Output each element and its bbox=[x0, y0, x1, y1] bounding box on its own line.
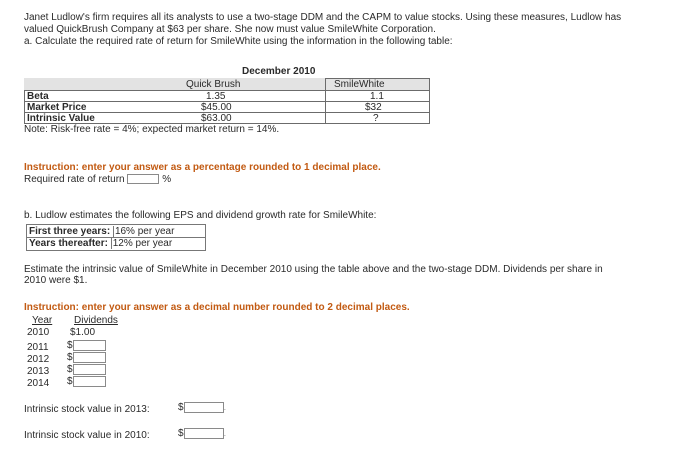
dividend-value-2010: $1.00 bbox=[70, 327, 96, 338]
dividend-input-2013[interactable] bbox=[73, 364, 106, 375]
dividend-year-2012: 2012 bbox=[27, 354, 50, 365]
part-b-instruction: Instruction: enter your answer as a decimal number rounded to 2 decimal places. bbox=[24, 302, 410, 313]
problem-intro bbox=[24, 12, 621, 48]
intrinsic-2010-input[interactable] bbox=[184, 428, 224, 439]
dividend-year-2014: 2014 bbox=[27, 378, 50, 389]
estimate-prompt bbox=[24, 264, 603, 286]
dividend-input-2012[interactable] bbox=[73, 352, 106, 363]
intrinsic-2010-label: Intrinsic stock value in 2010: bbox=[24, 430, 150, 441]
growth-label-first: First three years: bbox=[29, 226, 111, 237]
dividend-year-2010: 2010 bbox=[27, 327, 50, 338]
intrinsic-2013-row bbox=[178, 402, 227, 413]
intrinsic-2010-row bbox=[178, 428, 227, 439]
quick-market-price: $45.00 bbox=[201, 102, 232, 113]
table-title: December 2010 bbox=[242, 66, 316, 77]
dividend-currency-2011: $ bbox=[67, 340, 73, 352]
dividend-year-2011: 2011 bbox=[27, 342, 49, 353]
row-label-market-price: Market Price bbox=[27, 102, 87, 113]
decimal-dot-icon: . bbox=[223, 428, 228, 439]
valuation-table bbox=[24, 66, 430, 135]
row-label-beta: Beta bbox=[27, 91, 49, 102]
smile-beta: 1.1 bbox=[370, 91, 384, 102]
dividend-row-2014 bbox=[67, 376, 106, 387]
dividend-currency-2012: $ bbox=[67, 352, 73, 364]
intrinsic-2010-currency: $ bbox=[178, 428, 184, 440]
row-label-intrinsic-value: Intrinsic Value bbox=[27, 113, 95, 124]
dividend-currency-2014: $ bbox=[67, 376, 73, 388]
estimate-line-2: 2010 were $1. bbox=[24, 275, 88, 286]
required-return-label: Required rate of return bbox=[24, 174, 125, 185]
decimal-dot-icon: . bbox=[223, 402, 228, 413]
growth-table bbox=[26, 224, 206, 251]
intrinsic-2013-currency: $ bbox=[178, 402, 184, 414]
intrinsic-2013-input[interactable] bbox=[184, 402, 224, 413]
part-a-instruction: Instruction: enter your answer as a percentage rounded to 1 decimal place. bbox=[24, 162, 381, 173]
percent-unit: % bbox=[162, 174, 172, 185]
dividends-col-dividends: Dividends bbox=[74, 315, 118, 326]
dividend-row-2013 bbox=[67, 364, 106, 375]
col-header-smilewhite: SmileWhite bbox=[334, 79, 385, 90]
quick-beta: 1.35 bbox=[206, 91, 226, 102]
col-header-quickbrush: Quick Brush bbox=[186, 79, 241, 90]
dividend-input-2014[interactable] bbox=[73, 376, 106, 387]
dividend-currency-2013: $ bbox=[67, 364, 73, 376]
part-b-prompt: b. Ludlow estimates the following EPS and dividend growth rate for SmileWhite: bbox=[24, 210, 377, 221]
dividend-row-2011 bbox=[67, 340, 106, 351]
estimate-line-1: Estimate the intrinsic value of SmileWhite in December 2010 using the table above and the two-stage DDM. Dividends per share in bbox=[24, 264, 603, 275]
intro-line-2: valued QuickBrush Company at $63 per share. She now must value SmileWhite Corporation. bbox=[24, 24, 436, 35]
growth-label-thereafter: Years thereafter: bbox=[29, 238, 108, 249]
intro-line-1: Janet Ludlow's firm requires all its analysts to use a two-stage DDM and the CAPM to value stocks. Using these measures, Ludlow has bbox=[24, 12, 622, 23]
growth-value-first: 16% per year bbox=[114, 226, 175, 237]
smile-market-price: $32 bbox=[365, 102, 382, 113]
required-return-row bbox=[24, 174, 171, 185]
dividend-year-2013: 2013 bbox=[27, 366, 50, 377]
intrinsic-2013-label: Intrinsic stock value in 2013: bbox=[24, 404, 150, 415]
dividends-col-year: Year bbox=[32, 315, 53, 326]
smile-intrinsic-value: ? bbox=[373, 113, 379, 124]
required-return-input[interactable] bbox=[127, 174, 159, 184]
growth-value-thereafter: 12% per year bbox=[112, 238, 173, 249]
dividend-input-2011[interactable] bbox=[73, 340, 106, 351]
table-note: Note: Risk-free rate = 4%; expected market return = 14%. bbox=[24, 124, 280, 135]
part-a-prompt: a. Calculate the required rate of return for SmileWhite using the information in the following table: bbox=[24, 36, 453, 47]
quick-intrinsic-value: $63.00 bbox=[201, 113, 232, 124]
dividend-row-2012 bbox=[67, 352, 106, 363]
